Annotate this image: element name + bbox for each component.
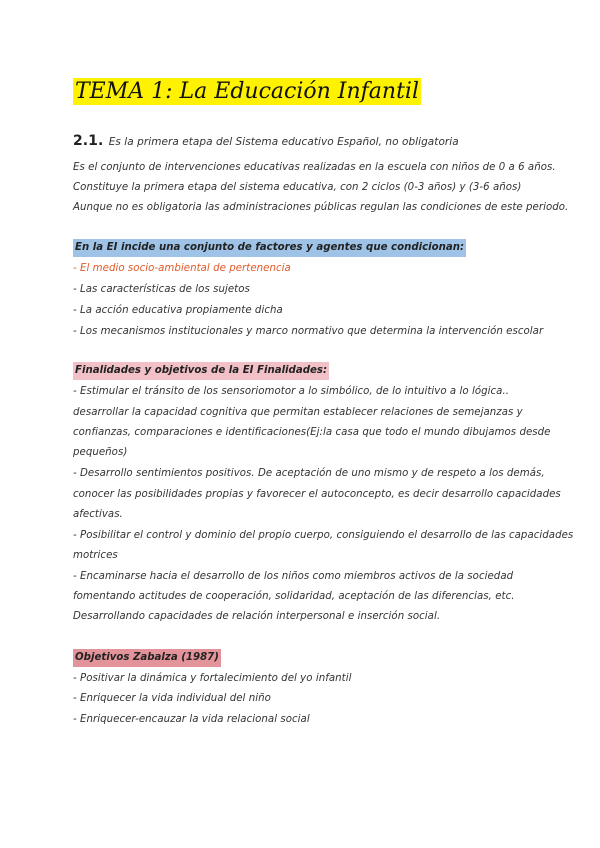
factors-heading: En la EI incide una conjunto de factores y agentes que condicionan: xyxy=(73,239,466,257)
intro-line: Aunque no es obligatoria las administraciones públicas regulan las condiciones de este periodo. xyxy=(73,202,569,213)
factors-item: - Los mecanismos institucionales y marco normativo que determina la intervención escolar xyxy=(73,326,544,337)
goals-line: Desarrollando capacidades de relación interpersonal e inserción social. xyxy=(73,611,441,622)
factors-item-text: - El medio socio-ambiental de pertenencia xyxy=(73,263,291,274)
goals-line: - Posibilitar el control y dominio del propio cuerpo, consiguiendo el desarrollo de las capacidades xyxy=(73,530,574,541)
title-highlight: TEMA 1: La Educación Infantil xyxy=(75,79,419,104)
section-number: 2.1. xyxy=(73,133,104,149)
zabalza-item: - Enriquecer-encauzar la vida relacional social xyxy=(73,714,310,725)
zabalza-item: - Positivar la dinámica y fortalecimiento del yo infantil xyxy=(73,673,352,684)
goals-line: motrices xyxy=(73,550,118,561)
goals-line: - Desarrollo sentimientos positivos. De aceptación de uno mismo y de respeto a los demás, xyxy=(73,468,545,479)
factors-item: - La acción educativa propiamente dicha xyxy=(73,305,283,316)
goals-line: confianzas, comparaciones e identificaciones(Ej:la casa que todo el mundo dibujamos desde xyxy=(73,427,551,438)
goals-heading: Finalidades y objetivos de la EI Finalidades: xyxy=(73,362,329,380)
factors-item xyxy=(73,262,291,276)
intro-heading-text: Es la primera etapa del Sistema educativo Español, no obligatoria xyxy=(108,136,459,148)
zabalza-item: - Enriquecer la vida individual del niño xyxy=(73,693,271,704)
goals-line: fomentando actitudes de cooperación, solidaridad, aceptación de las diferencias, etc. xyxy=(73,591,515,602)
intro-line: Es el conjunto de intervenciones educativas realizadas en la escuela con niños de 0 a 6 años. xyxy=(73,162,556,173)
intro-heading xyxy=(73,134,459,149)
page-title xyxy=(73,78,421,105)
intro-line: Constituye la primera etapa del sistema educativa, con 2 ciclos (0-3 años) y (3-6 años) xyxy=(73,182,522,193)
goals-line: afectivas. xyxy=(73,509,123,520)
goals-line: pequeños) xyxy=(73,447,128,458)
goals-line: - Estimular el tránsito de los sensoriomotor a lo simbólico, de lo intuitivo a lo lógica.. xyxy=(73,386,510,397)
zabalza-heading: Objetivos Zabalza (1987) xyxy=(73,649,221,667)
goals-line: conocer las posibilidades propias y favorecer el autoconcepto, es decir desarrollo capacidades xyxy=(73,489,561,500)
goals-line: desarrollar la capacidad cognitiva que permitan establecer relaciones de semejanzas y xyxy=(73,407,523,418)
goals-line: - Encaminarse hacia el desarrollo de los niños como miembros activos de la sociedad xyxy=(73,571,514,582)
factors-item: - Las características de los sujetos xyxy=(73,284,250,295)
